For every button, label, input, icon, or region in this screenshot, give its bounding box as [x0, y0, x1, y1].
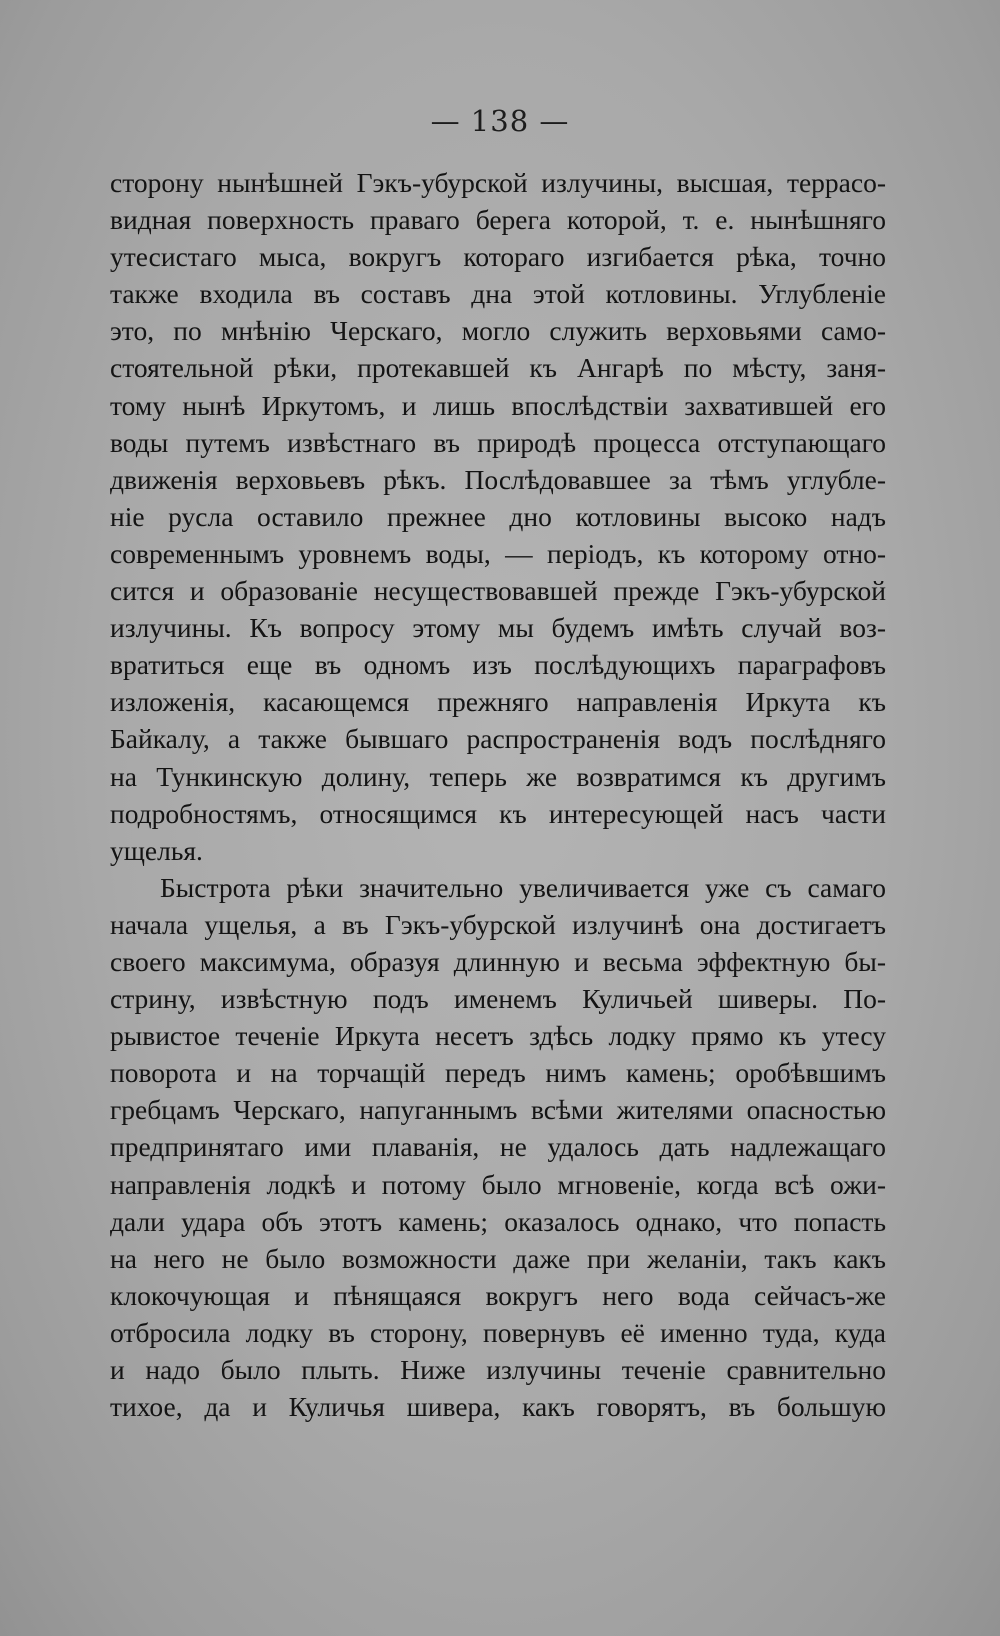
text-line: подробностямъ, относящимся къ интересующей насъ части [110, 797, 886, 829]
text-line: стрину, извѣстную подъ именемъ Куличьей шиверы. По- [110, 983, 886, 1015]
text-line: видная поверхность праваго берега которой, т. е. нынѣшняго [110, 204, 886, 236]
text-line: Быстрота рѣки значительно увеличивается уже съ самаго [160, 871, 886, 903]
text-line: вратиться еще въ одномъ изъ послѣдующихъ параграфовъ [110, 649, 886, 681]
text-line: это, по мнѣнію Черскаго, могло служить верховьями само- [110, 315, 886, 347]
text-line: и надо было плыть. Ниже излучины теченіе сравнительно [110, 1354, 886, 1385]
text-line: стоятельной рѣки, протекавшей къ Ангарѣ по мѣсту, заня- [110, 352, 886, 384]
text-line: изложенія, касающемся прежняго направленія Иркута къ [110, 686, 886, 718]
text-line: утесистаго мыса, вокругъ котораго изгибается рѣка, точно [110, 241, 886, 273]
text-line: движенія верховьевъ рѣкъ. Послѣдовавшее за тѣмъ углубле- [110, 463, 886, 495]
page-number: — 138 — [430, 104, 570, 138]
text-line: Байкалу, а также бывшаго распространенія водъ послѣдняго [110, 723, 886, 755]
text-line: рывистое теченіе Иркута несетъ здѣсь лодку прямо къ утесу [110, 1020, 886, 1052]
text-line: поворота и на торчащій передъ нимъ камень; оробѣвшимъ [110, 1057, 886, 1089]
text-line: на него не было возможности даже при желаніи, такъ какъ [110, 1242, 886, 1274]
text-line: на Тункинскую долину, теперь же возвратимся къ другимъ [110, 760, 886, 792]
text-line: направленія лодкѣ и потому было мгновеніе, когда всѣ ожи- [110, 1168, 886, 1200]
text-line: также входила въ составъ дна этой котловины. Углубленіе [110, 278, 886, 310]
body-text [110, 164, 886, 1425]
text-line: отбросила лодку въ сторону, повернувъ её именно туда, куда [110, 1316, 886, 1348]
text-line: гребцамъ Черскаго, напуганнымъ всѣми жителями опасностью [110, 1094, 886, 1126]
text-line: ніе русла оставило прежнее дно котловины высоко надъ [110, 500, 886, 532]
text-line: тому нынѣ Иркутомъ, и лишь впослѣдствіи захватившей его [110, 389, 886, 421]
text-line: ущелья. [110, 834, 203, 866]
text-line: сторону нынѣшней Гэкъ-убурской излучины, высшая, террасо- [110, 167, 886, 198]
text-line: начала ущелья, а въ Гэкъ-убурской излучинѣ она достигаетъ [110, 908, 886, 940]
text-line: предпринятаго ими плаванія, не удалось дать надлежащаго [110, 1131, 886, 1163]
text-line: тихое, да и Куличья шивера, какъ говорятъ, въ большую [110, 1391, 886, 1423]
text-line: дали удара объ этотъ камень; оказалось однако, что попасть [110, 1205, 886, 1237]
text-line: современнымъ уровнемъ воды, — періодъ, къ которому отно- [110, 537, 886, 569]
text-line: излучины. Къ вопросу этому мы будемъ имѣть случай воз- [110, 612, 886, 644]
text-line: воды путемъ извѣстнаго въ природѣ процесса отступающаго [110, 426, 886, 458]
text-line: сится и образованіе несуществовавшей прежде Гэкъ-убурской [110, 575, 886, 607]
text-line: своего максимума, образуя длинную и весьма эффектную бы- [110, 945, 886, 977]
text-line: клокочующая и пѣнящаяся вокругъ него вода сейчасъ-же [110, 1279, 886, 1311]
